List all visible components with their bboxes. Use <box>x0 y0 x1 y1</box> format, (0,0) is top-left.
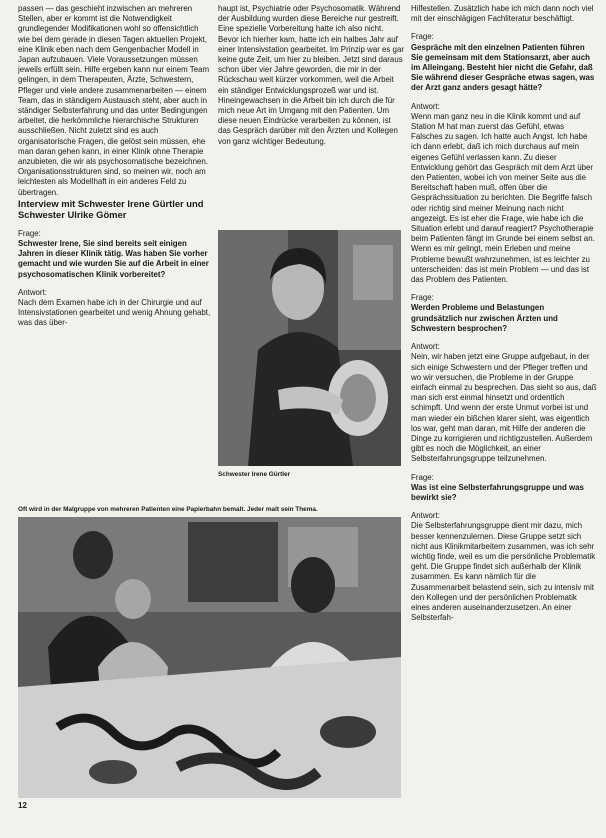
page-number: 12 <box>18 801 27 810</box>
answer-3-text: Die Selbsterfahrungsgruppe dient mir dazu, mich besser kennenzulernen. Diese Gruppe setzt sich nicht aus Klinikmitarbeitern zusammen, was ich sehr wichtig finde, weil es um die persönliche Problematik geht. Die Gruppe findet sich außerhalb der Klinik zusammen. Es kann nämlich für die Zusammenarbeit belastend sein, sich zu intensiv mit den Kollegen und der persönlichen Problematik eines anderen auseinanderzusetzen. An einer Selbsterfah- <box>411 521 596 623</box>
question-text: Schwester Irene, Sie sind bereits seit einigen Jahren in dieser Klinik tätig. Was haben Sie vorher gemacht und wie wurden Sie auf die Arbeit in einer psychosomatischen Klinik vorbereitet? <box>18 239 209 279</box>
question-1-label: Frage: <box>411 32 434 42</box>
group-photo-caption: Oft wird in der Malgruppe von mehreren Patienten eine Papierbahn bemalt. Jeder malt sein Thema. <box>18 506 318 513</box>
question-2-text: Werden Probleme und Belastungen grundsätzlich nur zwischen Ärzten und Schwestern besprochen? <box>411 303 558 333</box>
question-1-text: Gespräche mit den einzelnen Patienten führen Sie gemeinsam mit dem Stationsarzt, aber auch im Alleingang. Besteht hier nicht die Gefahr, daß Sie während dieser Gespräche etwas sagen, was der Arzt ganz anders gesagt hätte? <box>411 42 595 93</box>
question-2-label: Frage: <box>411 293 434 303</box>
column-2 <box>218 4 404 147</box>
column-2-paragraph: haupt ist, Psychiatrie oder Psychosomatik. Während der Ausbildung wurden diese Bereiche nur gestreift. Eine spezielle Vorbereitung hatte ich also nicht. Bevor ich hierher kam, hatte ich ein halbes Jahr auf einer Intensivstation gearbeitet. Im Prinzip war es gar keine gute Zeit, um hier zu bleiben. Jetzt sind daraus schon über vier Jahre geworden, die mir in der Rückschau weit kürzer vorkommen, weil die Arbeit ein ständiger Entwicklungsprozeß war und ist. Hineingewachsen in die Arbeit bin ich durch die für mich neue Art im Umgang mit den Patienten. Um diese neuen Eindrücke verarbeiten zu können, ist das Gespräch darüber mit den Ärzten und Kollegen von ganz wichtiger Bedeutung. <box>218 4 404 146</box>
portrait-illustration <box>218 230 401 466</box>
question-label: Frage: <box>18 228 41 238</box>
column-3 <box>411 4 597 623</box>
portrait-photo <box>218 230 401 466</box>
group-painting-photo <box>18 517 401 798</box>
answer-3-label: Antwort: <box>411 511 440 521</box>
portrait-caption: Schwester Irene Gürtler <box>218 471 291 478</box>
answer-text: Nach dem Examen habe ich in der Chirurgie und auf Intensivstationen gearbeitet und wenig Ahnung gehabt, was das über- <box>18 298 211 328</box>
answer-2-text: Nein, wir haben jetzt eine Gruppe aufgebaut, in der sich einige Schwestern und der Pfleger treffen und wo wir versuchen, die Probleme in der Gruppe einfach einmal zu besprechen. Das sieht so aus, daß man sich erst einmal hinsetzt und ordentlich schimpft. Und wenn der erste Unmut vorbei ist und man wieder ein bißchen klarer sieht, was eigentlich los war, geht man daran, mit Hilfe der anderen die Dinge zu korrigieren und richtigzustellen. Außerdem gibt es noch die Möglichkeit, an einer Selbsterfahrungsgruppe teilzunehmen. <box>411 352 597 464</box>
group-painting-illustration <box>18 517 401 798</box>
answer-1-label: Antwort: <box>411 101 440 111</box>
column-3-intro: Hilfestellen. Zusätzlich habe ich mich dann noch viel mit der einschlägigen Fachliteratur beschäftigt. <box>411 4 594 24</box>
answer-label: Antwort: <box>18 287 47 297</box>
column-1 <box>18 4 211 329</box>
question-3-label: Frage: <box>411 472 434 482</box>
answer-2-label: Antwort: <box>411 342 440 352</box>
answer-1-text: Wenn man ganz neu in die Klinik kommt und auf Station M hat man zuerst das Gefühl, etwas Falsches zu sagen. Ich hatte auch Angst. Ich habe ich dann erlebt, daß ich mich durchaus auf mein eigenes Gefühl verlassen kann. Zu dieser Entwicklung gehört das Gespräch mit dem Arzt über den Patienten, wobei ich von meiner Seite aus die Bereitschaft haben muß, offen über die Gesprächssituation zu berichten. Die Begriffe falsch oder richtig sind meiner Meinung nach nicht angezeigt. Es ist eher die Frage, wie habe ich die Situation erlebt und darauf reagiert? Psychotherapie beim Patienten fängt im Grunde bei einem selbst an. Wenn es mir gelingt, mein Erleben und meine Probleme bewußt wahrzunehmen, ist es leichter zu unterscheiden: das ist mein Problem — und das ist das Problem des Patienten. <box>411 111 595 285</box>
interview-heading: Interview mit Schwester Irene Gürtler und Schwester Ulrike Gömer <box>18 197 204 221</box>
intro-paragraph: passen — das geschieht inzwischen an mehreren Stellen, aber er kommt ist die Notwendigkeit grundlegender Modifikationen wohl so offensichtlich wie bei dem gerade in diesen Tagen aktuellen Projekt, eine Klinik eben nach dem Gengenbacher Modell in Japan aufzubauen. Viele Voraussetzungen müssen jeweils erfüllt sein. Hilfe ergeben kann nur einem Team gelingen, in dem Therapeuten, Ärzte, Schwestern, Pfleger und viele andere zusammenarbeiten — einem Team, das in ständigem Austausch steht, aber auch in ständiger Selbsterfahrung und das unter Bedingungen arbeitet, die herkömmliche hierarchische Strukturen ausschließen. Nicht zuletzt sind es auch organisatorische Fragen, die gelöst sein müssen, ehe man daran gehen kann, in einer Klinik ohne Therapie anzubieten, die wir als psychosomatische bezeichnen. Organisationsstrukturen sind, so meinen wir, noch am leichtesten als Modellhaft in ein anderes Feld zu übertragen. <box>18 4 210 197</box>
question-3-text: Was ist eine Selbsterfahrungsgruppe und was bewirkt sie? <box>411 482 584 502</box>
